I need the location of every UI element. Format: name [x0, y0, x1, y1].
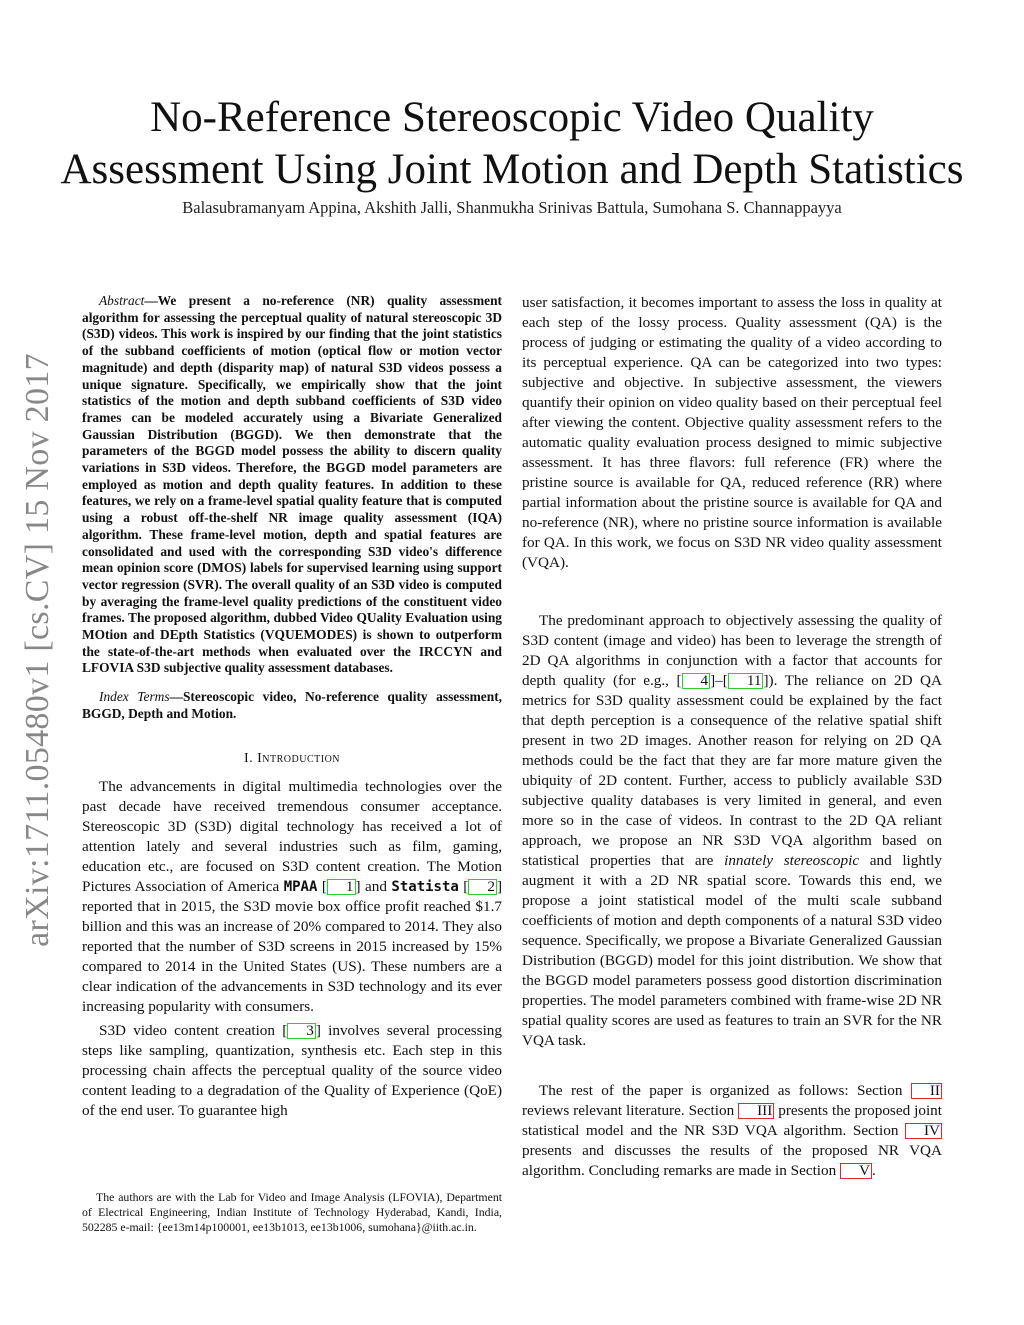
- intro-p4-text-d: presents and discusses the results of the proposed NR VQA algorithm. Concluding remarks are made in Section: [522, 1142, 942, 1179]
- citation-link-3[interactable]: 3: [287, 1023, 316, 1039]
- intro-p2-text-b: involves several processing steps like sampling, quantization, synthesis etc. Each step in this processing chain affects the perceptual quality of the source video content leading to a degradation of the Quality of Experience (QoE) of the end user. To guarantee high: [82, 1021, 502, 1119]
- intro-p1-text-c: reported that in 2015, the S3D movie box office profit reached $1.7 billion and this was an increase of 20% compared to 2014. They also reported that the number of S3D screens in 2015 increased by 15% compared to 2014 in the United States (US). These numbers are a clear indication of the advancements in S3D technology and its ever increasing popularity with consumers.: [82, 897, 502, 1015]
- intro-paragraph-2: S3D video content creation [ 3 ] involves several processing steps like sampling, quantization, synthesis etc. Each step in this processing chain affects the perceptual quality of the source video content leading to a degradation of the Quality of Experience (QoE) of the end user. To guarantee high: [82, 1021, 502, 1119]
- right-column: [522, 293, 942, 1181]
- intro-paragraph-3: The predominant approach to objectively assessing the quality of S3D content (image and video) has been to leverage the strength of 2D QA algorithms in conjunction with a factor that accounts for depth quality (for e.g., [ 4 ]–[ 11 ]). The reliance on 2D QA metrics for S3D quality assessment could be explained by the fact that depth perception is a consequence of the relative spatial shift present in two 2D images. Another reason for relying on 2D QA methods could be the fact that they are far more mature given the ubiquity of 2D content. Further, access to publicly available S3D subjective quality databases is very limited in general, and even more so in the case of videos. In contrast to the 2D QA reliant approach, we propose an NR S3D VQA algorithm based on statistical properties that are innately stereoscopic and lightly augment it with a 2D NR spatial score. Towards this end, we propose a joint statistical model of the multi scale subband coefficients of motion and depth components of a natural S3D video sequence. Specifically, we propose a Bivariate Generalized Gaussian Distribution (BGGD) model for this joint distribution. We show that the BGGD model parameters possess good distortion discrimination properties. The model parameters combined with frame-wise 2D NR spatial quality scores are used as features to train an SVR for the NR VQA task.: [522, 612, 942, 1049]
- intro-p3-text-b: ). The reliance on 2D QA metrics for S3D quality assessment could be explained by the fact that depth perception is a consequence of the relative spatial shift present in two 2D images. Another reason for relying on 2D QA methods could be the fact that they are far more mature given the ubiquity of 2D content. Further, access to publicly available S3D subjective quality databases is very limited in general, and even more so in the case of videos. In contrast to the 2D QA reliant approach, we propose an NR S3D VQA algorithm based on statistical properties that are: [522, 672, 942, 869]
- abstract-text: We present a no-reference (NR) quality assessment algorithm for assessing the perceptual quality of natural stereoscopic 3D (S3D) videos. This work is inspired by our finding that the joint statistics of the subband coefficients of motion (optical flow or motion vector magnitude) and depth (disparity map) of natural S3D videos possess a unique signature. Specifically, we empirically show that the joint statistics of the motion and depth subband coefficients of S3D video frames can be modeled accurately using a Bivariate Generalized Gaussian Distribution (BGGD). We then demonstrate that the parameters of the BGGD model possess the ability to discern quality variations in S3D videos. Therefore, the BGGD model parameters are employed as motion and depth quality features. In addition to these features, we rely on a frame-level spatial quality feature that is computed using a robust off-the-shelf NR image quality assessment (IQA) algorithm. These frame-level motion, depth and spatial features are consolidated and used with the corresponding S3D video's difference mean opinion score (DMOS) labels for supervised learning using support vector regression (SVR). The overall quality of an S3D video is computed by averaging the frame-level quality predictions of the constituent video frames. The proposed algorithm, dubbed Video QUality Evaluation using MOtion and DEpth Statistics (VQUEMODES) is shown to outperform the state-of-the-art methods when evaluated over the IRCCYN and LFOVIA S3D subjective quality assessment databases.: [82, 293, 502, 676]
- title-line-2: Assessment Using Joint Motion and Depth Statistics: [60, 146, 964, 193]
- section-link-5[interactable]: V: [840, 1163, 872, 1179]
- intro-paragraph-1: The advancements in digital multimedia technologies over the past decade have received tremendous consumer acceptance. Stereoscopic 3D (S3D) digital technology has received a lot of attention lately and several industries such as film, gaming, education etc., are focused on S3D content creation. The Motion Pictures Association of America MPAA [ 1 ] and Statista [ 2 ] reported that in 2015, the S3D movie box office profit reached $1.7 billion and this was an increase of 20% compared to 2014. They also reported that the number of S3D screens in 2015 increased by 15% compared to 2014 in the United States (US). These numbers are a clear indication of the advancements in S3D technology and its ever increasing popularity with consumers.: [82, 777, 503, 1015]
- section-link-4[interactable]: IV: [905, 1123, 942, 1139]
- abstract-label: Abstract: [99, 293, 145, 308]
- paper-title: [60, 92, 964, 196]
- intro-p4-text-c: presents the proposed joint statistical model and the NR S3D VQA algorithm. Section: [522, 1102, 942, 1139]
- left-column: [82, 293, 502, 1121]
- intro-p4-text-e: .: [871, 1162, 876, 1179]
- intro-p2-text-a: S3D video content creation: [99, 1021, 283, 1039]
- citation-range-dash: –: [715, 672, 723, 689]
- citation-link-11[interactable]: 11: [728, 673, 764, 689]
- index-terms-label: Index Terms: [99, 689, 170, 705]
- abstract: [82, 293, 502, 677]
- section-link-3[interactable]: III: [738, 1103, 774, 1119]
- citation-link-2[interactable]: 2: [468, 879, 497, 895]
- intro-p1-text-b: and: [360, 877, 392, 895]
- citation-link-4[interactable]: 4: [682, 673, 711, 689]
- mpaa-term: MPAA: [283, 878, 318, 895]
- intro-p1-text-a: The advancements in digital multimedia technologies over the past decade have received tremendous consumer acceptance. Stereoscopic 3D (S3D) digital technology has received a lot of attention lately and several industries such as film, gaming, education etc., are focused on S3D content creation. The Motion Pictures Association of America: [82, 777, 502, 895]
- section-link-2[interactable]: II: [911, 1083, 942, 1099]
- arxiv-identifier-stamp: arXiv:1711.05480v1 [cs.CV] 15 Nov 2017: [19, 353, 56, 947]
- author-affiliation-footnote: The authors are with the Lab for Video and Image Analysis (LFOVIA), Department of Electrical Engineering, Indian Institute of Technology Hyderabad, Kandi, India, 502285 e-mail: {ee13m14p100001, ee13b1013, ee13b1006, sumohana}@iith.ac.in.: [82, 1190, 502, 1234]
- section-heading-introduction: I. Introduction: [243, 750, 341, 766]
- title-line-1: No-Reference Stereoscopic Video Quality: [150, 94, 874, 141]
- index-terms-text: Stereoscopic video, No-reference quality assessment, BGGD, Depth and Motion.: [82, 689, 502, 721]
- intro-p4-text-a: The rest of the paper is organized as follows: Section: [539, 1082, 911, 1099]
- citation-link-1[interactable]: 1: [327, 879, 356, 895]
- abstract-dash: —: [144, 293, 158, 308]
- author-list: Balasubramanyam Appina, Akshith Jalli, Shanmukha Srinivas Battula, Sumohana S. Channappayya: [182, 198, 842, 217]
- index-terms-dash: —: [169, 689, 183, 705]
- intro-paragraph-2-continued: user satisfaction, it becomes important to assess the loss in quality at each step of the lossy process. Quality assessment (QA) is the process of judging or estimating the quality of a video according to its perceptual experience. QA can be categorized into two types: subjective and objective. In subjective assessment, the viewers quantify their opinion on video quality based on their perceptual feel after viewing the content. Objective quality assessment refers to the automatic quality evaluation process designed to mimic subjective assessment. It has three flavors: full reference (FR) where the pristine source is available for QA, reduced reference (RR) where partial information about the pristine source is available for QA and no-reference (NR), where no pristine source information is available for QA. In this work, we focus on S3D NR video quality assessment (VQA).: [522, 294, 942, 571]
- intro-p4-text-b: reviews relevant literature. Section: [522, 1102, 739, 1119]
- intro-p3-text-a: The predominant approach to objectively assessing the quality of S3D content (image and video) has been to leverage the strength of 2D QA algorithms in conjunction with a factor that accounts for depth quality (for e.g.,: [522, 612, 942, 689]
- index-terms: [82, 689, 502, 722]
- intro-paragraph-4: [522, 1081, 942, 1181]
- statista-term: Statista: [391, 878, 459, 895]
- intro-p3-text-c: and lightly augment it with a 2D NR spatial score. Towards this end, we propose a joint statistical model of the multi scale subband coefficients of motion and depth components of a natural S3D video sequence. Specifically, we propose a Bivariate Generalized Gaussian Distribution (BGGD) model for this joint distribution. We show that the BGGD model parameters possess good distortion discrimination properties. The model parameters combined with frame-wise 2D NR spatial quality scores are used as features to train an SVR for the NR VQA task.: [522, 852, 942, 1049]
- emphasis-innately-stereoscopic: innately stereoscopic: [724, 852, 860, 869]
